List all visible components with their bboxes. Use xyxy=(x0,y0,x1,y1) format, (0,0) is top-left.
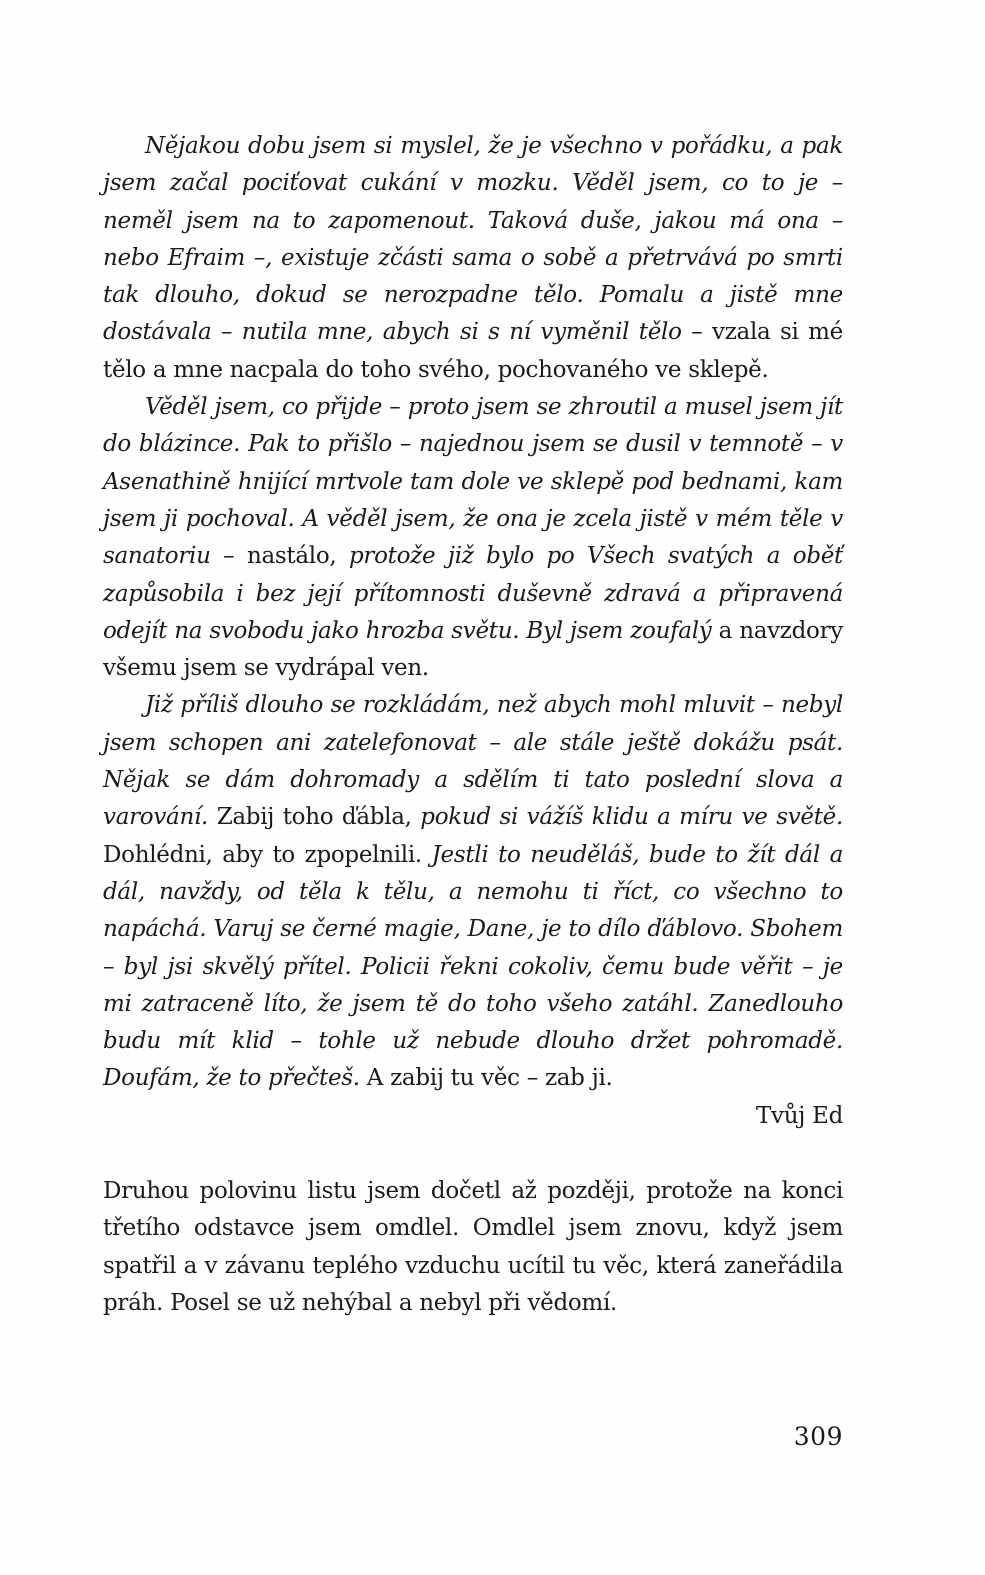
text-segment-roman: a navzdory všemu jsem se vydrápal ven. xyxy=(103,617,843,682)
text-segment-italic: Nějakou dobu jsem si myslel, že je všechno v pořádku, a pak jsem začal pociťovat cukání v mozku. Věděl jsem, co to je – neměl jsem na to zapomenout. Taková duše, jakou má ona – nebo Efraim –, existuje zčásti sama o sobě a přetrvává po smrti tak dlouho, dokud se nerozpadne tělo. Pomalu a jistě mne dostávala – nutila mne, abych si s ní vyměnil tělo xyxy=(103,133,843,346)
text-segment-roman: – vzala si mé tělo a mne nacpala do toho svého, pochovaného ve sklepě. xyxy=(103,319,843,383)
text-segment-roman: Dohlédni, aby to zpopelnili. xyxy=(103,841,432,868)
narration-body xyxy=(103,1173,843,1322)
text-segment-italic: Již příliš dlouho se rozkládám, než abych mohl mluvit – nebyl jsem schopen ani zatelefonovat – ale stále ještě dokážu psát. Nějak se dám dohromady a sdělím ti tato poslední slova a varování. xyxy=(103,692,843,831)
text-segment-italic: pokud si vážíš klidu a míru ve světě. xyxy=(420,804,844,831)
letter-body xyxy=(103,128,843,1098)
page-number: 309 xyxy=(793,1422,843,1451)
text-segment-italic: protože již bylo po Všech svatých a oběť zapůsobila i bez její přítomnosti duševně zdravá a připravená odejít na svobodu jako hrozba světu. Byl jsem zoufalý xyxy=(103,543,843,644)
letter-paragraph xyxy=(103,687,843,1097)
text-segment-roman: A zabij tu věc – zab ji. xyxy=(366,1065,613,1092)
text-segment-roman: Zabij toho ďábla, xyxy=(216,804,421,831)
text-segment-italic: Věděl jsem, co přijde – proto jsem se zhroutil a musel jsem jít do blázince. Pak to přišlo – najednou jsem se dusil v temnotě – v Asenathině hnijící mrtvole tam dole ve sklepě pod bednami, kam jsem ji pochoval. A věděl jsem, že ona je zcela jistě v mém těle v sanatoriu – xyxy=(103,394,843,570)
text-segment-italic: Jestli to neuděláš, bude to žít dál a dál, navždy, od těla k tělu, a nemohu ti říct, co všechno to napáchá. Varuj se černé magie, Dane, je to dílo ďáblovo. Sbohem – byl jsi skvělý přítel. Policii řekni cokoliv, čemu bude věřit – je mi zatraceně líto, že jsem tě do toho všeho zatáhl. Zanedlouho budu mít klid – tohle už nebude dlouho držet pohromadě. Doufám, že to přečteš. xyxy=(103,841,843,1092)
letter-signature: Tvůj Ed xyxy=(755,1102,843,1129)
letter-paragraph xyxy=(103,389,843,687)
text-segment-roman: nastálo, xyxy=(246,543,349,570)
text-segment-roman: Druhou polovinu listu jsem dočetl až později, protože na konci třetího odstavce jsem omdlel. Omdlel jsem znovu, když jsem spatřil a v závanu teplého vzduchu ucítil tu věc, která zaneřádila práh. Posel se už nehýbal a nebyl při vědomí. xyxy=(103,1178,843,1316)
letter-paragraph xyxy=(103,128,843,389)
narration-paragraph xyxy=(103,1173,843,1322)
page-text-block xyxy=(103,128,843,1322)
